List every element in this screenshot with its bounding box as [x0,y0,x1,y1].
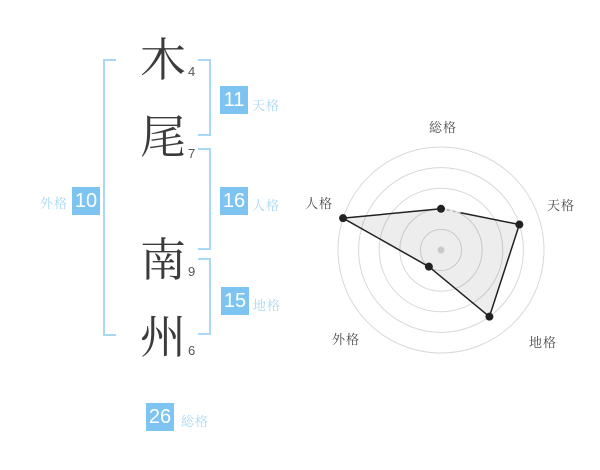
stroke-count-2: 7 [188,146,196,161]
radar-axis-label-chikaku: 地格 [529,335,558,350]
radar-axis-label-gaikaku: 外格 [332,332,361,347]
jinkaku-value-badge: 16 [220,187,248,215]
gaikaku-value-badge: 10 [72,187,100,215]
name-character-3: 南 [140,234,186,286]
chikaku-badge-label: 地格 [253,298,282,313]
name-character-2: 尾 [140,111,186,163]
name-character-1: 木 [140,34,186,86]
stroke-count-3: 9 [188,264,196,279]
stroke-count-1: 4 [188,64,196,79]
radar-axis-label-jinkaku: 人格 [305,196,334,211]
tenkaku-value-badge: 11 [220,86,248,114]
radar-axis-label-tenkaku: 天格 [547,198,576,213]
gaikaku-badge-label: 外格 [40,196,69,211]
tenkaku-badge-label: 天格 [252,98,281,113]
chikaku-value-badge: 15 [221,287,249,315]
soukaku-value-badge: 26 [146,403,174,431]
jinkaku-badge-label: 人格 [252,198,281,213]
soukaku-badge-label: 総格 [181,414,210,429]
stroke-count-4: 6 [188,343,196,358]
name-character-4: 州 [140,311,186,363]
radar-axis-label-soukaku: 総格 [429,120,458,135]
